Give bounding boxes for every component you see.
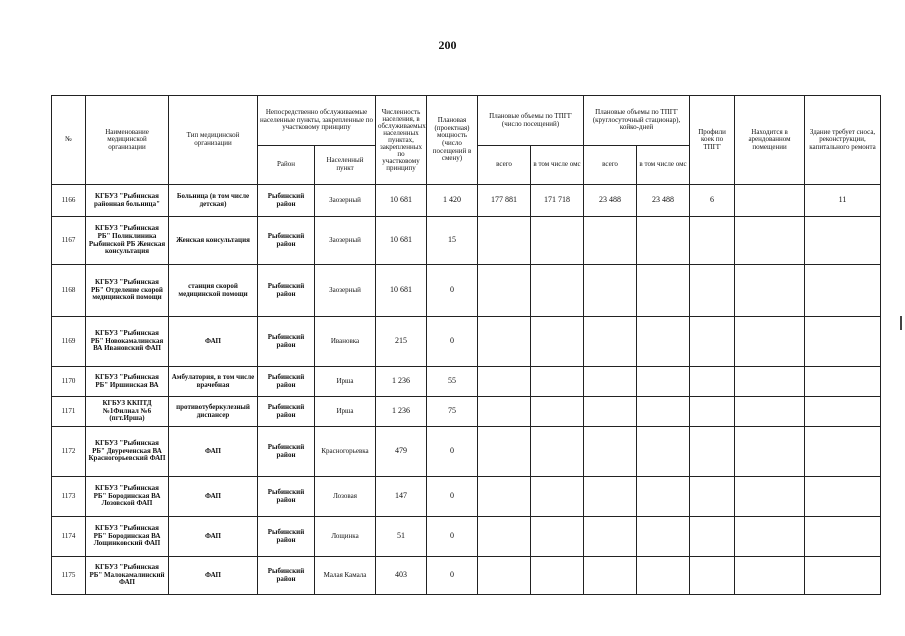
cell-visits-total xyxy=(478,427,531,477)
header-hosp-total: всего xyxy=(584,146,637,185)
cell-beds-profile xyxy=(690,217,735,265)
cell-org-type: ФАП xyxy=(169,557,258,595)
header-visits-oms: в том числе омс xyxy=(531,146,584,185)
header-settlement: Населенный пункт xyxy=(315,146,376,185)
cell-org-type: ФАП xyxy=(169,517,258,557)
cell-population: 1 236 xyxy=(376,367,427,397)
cell-rented xyxy=(735,317,805,367)
cell-beds-profile xyxy=(690,477,735,517)
cell-beds-profile xyxy=(690,265,735,317)
cell-hosp-total: 23 488 xyxy=(584,185,637,217)
cell-rented xyxy=(735,185,805,217)
cell-org-name: КГБУЗ "Рыбинская РБ" Бородинская ВА Лощинковский ФАП xyxy=(86,517,169,557)
cell-rented xyxy=(735,397,805,427)
cell-hosp-oms: 23 488 xyxy=(637,185,690,217)
cell-visits-oms xyxy=(531,265,584,317)
cell-org-name: КГБУЗ "Рыбинская РБ" Поликлиника Рыбинской РБ Женская консультация xyxy=(86,217,169,265)
cell-org-type: ФАП xyxy=(169,477,258,517)
page-number: 200 xyxy=(438,38,457,52)
cell-settlement: Ирша xyxy=(315,397,376,427)
cell-repair: 11 xyxy=(805,185,881,217)
header-org-name: Наименование медицинской организации xyxy=(86,96,169,185)
cell-beds-profile xyxy=(690,317,735,367)
cell-settlement: Заозерный xyxy=(315,265,376,317)
table-row xyxy=(52,427,881,477)
cell-org-type: ФАП xyxy=(169,317,258,367)
cell-hosp-total xyxy=(584,367,637,397)
cell-visits-oms xyxy=(531,477,584,517)
cell-population: 51 xyxy=(376,517,427,557)
cell-capacity: 0 xyxy=(427,427,478,477)
header-served-settlements: Непосредственно обслуживаемые населенные пункты, закрепленные по участковому принципу xyxy=(258,96,376,146)
cell-rented xyxy=(735,265,805,317)
cell-hosp-oms xyxy=(637,557,690,595)
cell-visits-total xyxy=(478,217,531,265)
cell-beds-profile xyxy=(690,367,735,397)
header-org-type: Тип медицинской организации xyxy=(169,96,258,185)
table-row xyxy=(52,217,881,265)
cell-settlement: Лозовая xyxy=(315,477,376,517)
cell-population: 10 681 xyxy=(376,185,427,217)
cell-visits-total xyxy=(478,557,531,595)
cell-population: 215 xyxy=(376,317,427,367)
cell-district: Рыбинский район xyxy=(258,265,315,317)
header-num: № xyxy=(52,96,86,185)
header-district: Район xyxy=(258,146,315,185)
cell-population: 403 xyxy=(376,557,427,595)
cell-beds-profile xyxy=(690,427,735,477)
cell-num: 1175 xyxy=(52,557,86,595)
cell-settlement: Ивановка xyxy=(315,317,376,367)
cell-capacity: 0 xyxy=(427,517,478,557)
cell-num: 1172 xyxy=(52,427,86,477)
medical-organizations-table xyxy=(51,95,881,595)
cell-hosp-oms xyxy=(637,317,690,367)
cell-beds-profile: 6 xyxy=(690,185,735,217)
cell-visits-oms xyxy=(531,367,584,397)
table-row xyxy=(52,517,881,557)
cell-capacity: 0 xyxy=(427,265,478,317)
table-row xyxy=(52,317,881,367)
cell-capacity: 0 xyxy=(427,557,478,595)
cell-hosp-oms xyxy=(637,397,690,427)
cell-org-name: КГБУЗ "Рыбинская РБ" Малокамалинский ФАП xyxy=(86,557,169,595)
cell-district: Рыбинский район xyxy=(258,557,315,595)
cell-repair xyxy=(805,397,881,427)
cell-visits-oms xyxy=(531,317,584,367)
header-tpgg-hospital: Плановые объемы по ТПГГ (круглосуточный стационар), койко-дней xyxy=(584,96,690,146)
cell-org-type: станция скорой медицинской помощи xyxy=(169,265,258,317)
cell-district: Рыбинский район xyxy=(258,317,315,367)
cell-capacity: 55 xyxy=(427,367,478,397)
table-body xyxy=(52,185,881,595)
cell-repair xyxy=(805,517,881,557)
cell-settlement: Ирша xyxy=(315,367,376,397)
cell-district: Рыбинский район xyxy=(258,427,315,477)
cell-num: 1167 xyxy=(52,217,86,265)
header-beds-profile: Профили коек по ТПГГ xyxy=(690,96,735,185)
cell-capacity: 0 xyxy=(427,317,478,367)
cell-hosp-oms xyxy=(637,367,690,397)
cell-org-name: КГБУЗ "Рыбинская РБ" Отделение скорой медицинской помощи xyxy=(86,265,169,317)
cell-district: Рыбинский район xyxy=(258,477,315,517)
cell-rented xyxy=(735,557,805,595)
cell-org-type: Больница (в том числе детская) xyxy=(169,185,258,217)
table-row xyxy=(52,477,881,517)
cell-hosp-oms xyxy=(637,477,690,517)
header-capacity: Плановая (проектная) мощность (число посещений в смену) xyxy=(427,96,478,185)
cell-capacity: 15 xyxy=(427,217,478,265)
cell-org-name: КГБУЗ "Рыбинская РБ" Бородинская ВА Лозовской ФАП xyxy=(86,477,169,517)
cell-rented xyxy=(735,217,805,265)
cell-visits-total xyxy=(478,517,531,557)
cell-capacity: 0 xyxy=(427,477,478,517)
cell-population: 479 xyxy=(376,427,427,477)
cell-org-name: КГБУЗ ККПТД №1Филиал №6 (пгт.Ирша) xyxy=(86,397,169,427)
cell-num: 1171 xyxy=(52,397,86,427)
header-population: Численность населения, в обслуживаемых населенных пунктах, закрепленных по участковому принципу xyxy=(376,96,427,185)
header-tpgg-visits: Плановые объемы по ТПГГ (число посещений) xyxy=(478,96,584,146)
cell-hosp-oms xyxy=(637,265,690,317)
header-visits-total: всего xyxy=(478,146,531,185)
cell-hosp-oms xyxy=(637,217,690,265)
cell-visits-total xyxy=(478,265,531,317)
cell-rented xyxy=(735,517,805,557)
cell-hosp-total xyxy=(584,265,637,317)
cell-visits-total xyxy=(478,317,531,367)
cell-visits-oms xyxy=(531,217,584,265)
cell-capacity: 75 xyxy=(427,397,478,427)
cell-org-name: КГБУЗ "Рыбинская РБ" Двуреченская ВА Красногорьевский ФАП xyxy=(86,427,169,477)
cell-repair xyxy=(805,427,881,477)
cell-rented xyxy=(735,427,805,477)
table-row xyxy=(52,185,881,217)
cell-repair xyxy=(805,265,881,317)
cell-visits-total xyxy=(478,477,531,517)
cell-num: 1168 xyxy=(52,265,86,317)
cell-org-name: КГБУЗ "Рыбинская РБ" Иршинская ВА xyxy=(86,367,169,397)
cell-repair xyxy=(805,557,881,595)
cell-num: 1170 xyxy=(52,367,86,397)
cell-population: 1 236 xyxy=(376,397,427,427)
cell-district: Рыбинский район xyxy=(258,397,315,427)
cell-num: 1166 xyxy=(52,185,86,217)
cell-repair xyxy=(805,367,881,397)
cell-org-type: противотуберкулезный диспансер xyxy=(169,397,258,427)
cell-num: 1169 xyxy=(52,317,86,367)
cell-num: 1174 xyxy=(52,517,86,557)
cell-population: 10 681 xyxy=(376,265,427,317)
cell-repair xyxy=(805,217,881,265)
cell-beds-profile xyxy=(690,557,735,595)
cell-hosp-total xyxy=(584,557,637,595)
cell-repair xyxy=(805,317,881,367)
cell-district: Рыбинский район xyxy=(258,517,315,557)
cell-settlement: Заозерный xyxy=(315,217,376,265)
table-row xyxy=(52,557,881,595)
cell-visits-total: 177 881 xyxy=(478,185,531,217)
cell-org-type: Женская консультация xyxy=(169,217,258,265)
cell-hosp-oms xyxy=(637,517,690,557)
cell-settlement: Лощинка xyxy=(315,517,376,557)
cell-visits-oms xyxy=(531,557,584,595)
cell-visits-oms xyxy=(531,517,584,557)
cell-org-name: КГБУЗ "Рыбинская районная больница" xyxy=(86,185,169,217)
cell-district: Рыбинский район xyxy=(258,367,315,397)
cell-settlement: Малая Камала xyxy=(315,557,376,595)
cell-org-type: ФАП xyxy=(169,427,258,477)
cell-visits-oms xyxy=(531,397,584,427)
cell-repair xyxy=(805,477,881,517)
cell-beds-profile xyxy=(690,517,735,557)
cell-capacity: 1 420 xyxy=(427,185,478,217)
cell-hosp-total xyxy=(584,517,637,557)
cell-settlement: Красногорьевка xyxy=(315,427,376,477)
cell-visits-oms: 171 718 xyxy=(531,185,584,217)
cell-org-name: КГБУЗ "Рыбинская РБ" Новокамалинская ВА Ивановский ФАП xyxy=(86,317,169,367)
cell-rented xyxy=(735,477,805,517)
table-row xyxy=(52,397,881,427)
cell-hosp-oms xyxy=(637,427,690,477)
cell-org-type: Амбулатория, в том числе врачебная xyxy=(169,367,258,397)
cell-population: 10 681 xyxy=(376,217,427,265)
cell-hosp-total xyxy=(584,427,637,477)
cell-district: Рыбинский район xyxy=(258,185,315,217)
cell-district: Рыбинский район xyxy=(258,217,315,265)
header-hosp-oms: в том числе омс xyxy=(637,146,690,185)
cell-hosp-total xyxy=(584,317,637,367)
cell-settlement: Заозерный xyxy=(315,185,376,217)
cell-rented xyxy=(735,367,805,397)
margin-mark xyxy=(900,316,902,330)
cell-num: 1173 xyxy=(52,477,86,517)
cell-beds-profile xyxy=(690,397,735,427)
cell-hosp-total xyxy=(584,397,637,427)
cell-hosp-total xyxy=(584,217,637,265)
cell-hosp-total xyxy=(584,477,637,517)
header-repair: Здание требует сноса, реконструкции, капитального ремонта xyxy=(805,96,881,185)
cell-visits-total xyxy=(478,367,531,397)
header-rented: Находится в арендованном помещении xyxy=(735,96,805,185)
table-header xyxy=(52,96,881,185)
cell-population: 147 xyxy=(376,477,427,517)
cell-visits-oms xyxy=(531,427,584,477)
cell-visits-total xyxy=(478,397,531,427)
table-row xyxy=(52,367,881,397)
table-row xyxy=(52,265,881,317)
